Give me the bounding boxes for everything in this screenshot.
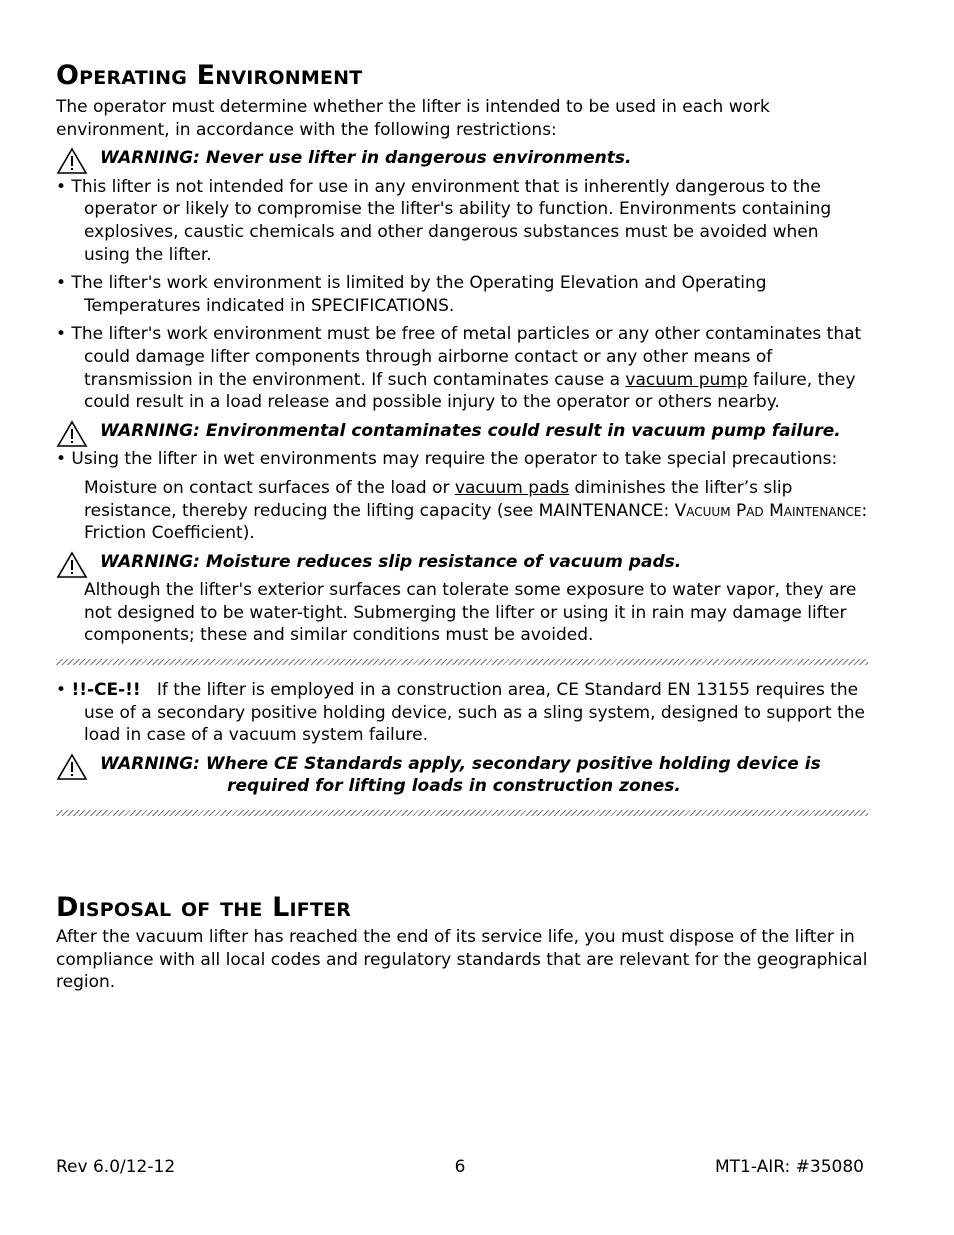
warning-text: WARNING: Never use lifter in dangerous environments. — [100, 148, 632, 169]
bullet-dangerous: • This lifter is not intended for use in any environment that is inherently dangerous to the operator or likely to compromise the lifter's ability to function. Environments containing explosives, caustic chemicals and other dangerous substances must be avoided when using the lifter. — [56, 176, 832, 265]
warning-triangle-icon — [56, 420, 88, 448]
intro-paragraph: The operator must determine whether the lifter is intended to be used in each work environment, in accordance with the following restrictions: — [56, 97, 770, 140]
bullet-text: • The lifter's work environment must be free of metal particles or any other contaminates that could damage lifter components through airborne contact or any other means of transmission in the environment. If such contaminates cause a — [56, 324, 862, 390]
footer-model: MT1-AIR: #35080 — [714, 1157, 864, 1177]
warning-triangle-icon — [56, 147, 88, 175]
vacuum-pads-link[interactable]: vacuum pads — [454, 477, 570, 498]
hatch-divider-bottom — [56, 810, 868, 816]
bullet-elevation: • The lifter's work environment is limited by the Operating Elevation and Operating Temperatures indicated in SPECIFICATIONS. — [56, 273, 767, 316]
warning-ce-holding-device — [56, 753, 868, 798]
bullet-ce — [56, 679, 871, 747]
bullet-contaminates — [56, 323, 868, 413]
footer-revision: Rev 6.0/12-12 — [56, 1157, 176, 1177]
section-title-operating-environment: Operating Environment — [56, 60, 363, 91]
hatch-divider-top — [56, 659, 868, 665]
warning-text: WARNING: Moisture reduces slip resistance of vacuum pads. — [100, 551, 682, 572]
bullet-mark: • — [56, 680, 72, 701]
warning-text-line2: required for lifting loads in construction zones. — [227, 776, 681, 797]
vacuum-pump-link[interactable]: vacuum pump — [625, 369, 748, 390]
warning-text-line1: WARNING: Where CE Standards apply, secondary positive holding device is — [100, 753, 821, 774]
bullet-text: failure, they could result in a load release and possible injury to the operator or others nearby. — [84, 369, 856, 413]
warning-contaminates — [56, 420, 868, 443]
paragraph-text: Moisture on contact surfaces of the load or — [84, 477, 455, 498]
footer-page-number: 6 — [454, 1157, 466, 1177]
bullet-wet: • Using the lifter in wet environments may require the operator to take special precautions: — [56, 449, 838, 470]
page-content — [56, 58, 871, 1000]
page-footer — [56, 1156, 864, 1180]
warning-dangerous-environments — [56, 147, 868, 170]
moisture-paragraph — [56, 477, 868, 545]
warning-triangle-icon — [56, 753, 88, 781]
section-spacer — [56, 830, 868, 890]
warning-moisture — [56, 551, 868, 574]
paragraph-text: diminishes the lifter’s slip resistance, thereby reducing the lifting capacity (see MAINTENANCE: — [84, 477, 793, 521]
warning-text: WARNING: Environmental contaminates could result in vacuum pump failure. — [100, 420, 841, 441]
exterior-paragraph: Although the lifter's exterior surfaces can tolerate some exposure to water vapor, they are not designed to be water-tight. Submerging the lifter or using it in rain may damage lifter components; these and similar conditions must be avoided. — [84, 580, 857, 646]
warning-triangle-icon — [56, 551, 88, 579]
disposal-paragraph: After the vacuum lifter has reached the end of its service life, you must dispose of the lifter in compliance with all local codes and regulatory standards that are relevant for the geographical region. — [56, 927, 868, 993]
ce-tag: !!-CE-!! — [71, 680, 141, 701]
paragraph-text: : Friction Coefficient). — [84, 500, 868, 544]
bullet-text: If the lifter is employed in a construction area, CE Standard EN 13155 requires the use of a secondary positive holding device, such as a sling system, designed to support the load in case of a vacuum system failure. — [84, 680, 871, 746]
section-title-disposal: Disposal of the Lifter — [56, 892, 352, 924]
pad-maintenance-ref: Vacuum Pad Maintenance — [674, 500, 862, 521]
